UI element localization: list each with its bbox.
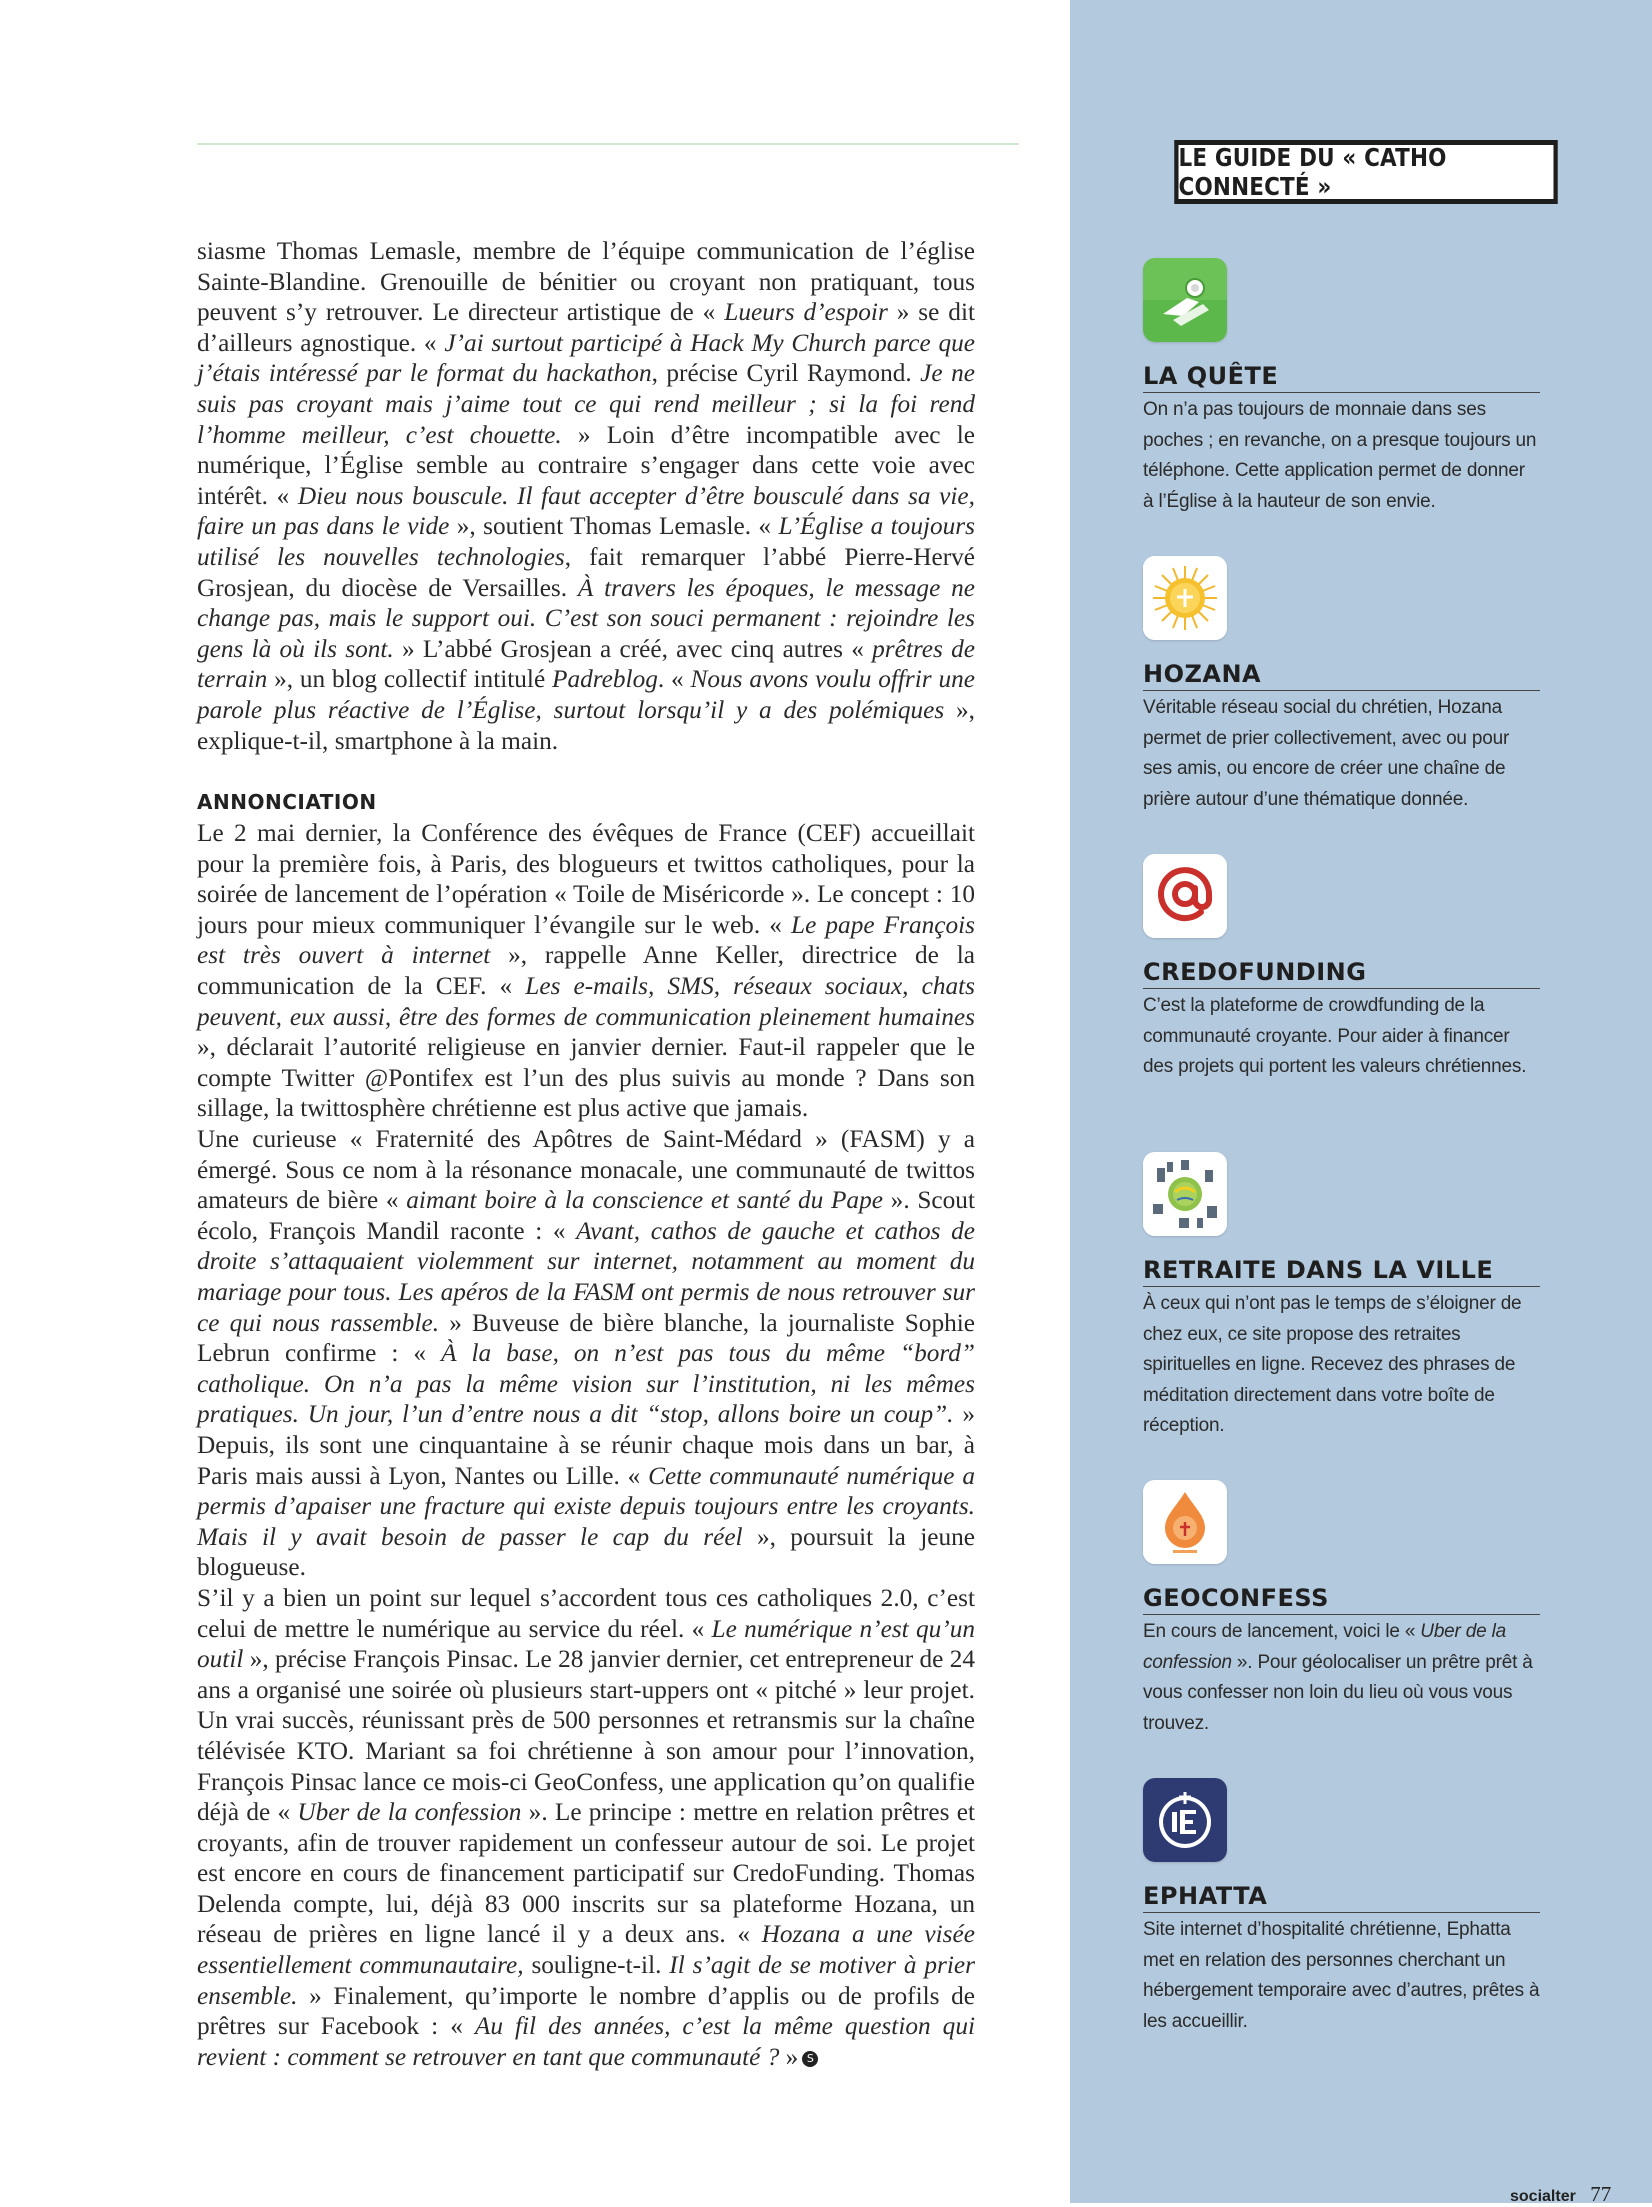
entry-name: CREDOFUNDING <box>1143 958 1540 989</box>
end-mark-icon: S <box>802 2051 818 2067</box>
entry-name: HOZANA <box>1143 660 1540 691</box>
top-rule <box>197 143 1019 145</box>
magazine-name: socialter <box>1510 2188 1576 2205</box>
at-sign-icon <box>1143 854 1227 938</box>
entry-name: GEOCONFESS <box>1143 1584 1540 1615</box>
guide-entry-hozana <box>1143 556 1540 815</box>
article-column <box>197 236 976 2071</box>
entry-name: EPHATTA <box>1143 1882 1540 1913</box>
entry-description: À ceux qui n’ont pas le temps de s’éloigner de chez eux, ce site propose des retraites spirituelles en ligne. Recevez des phrases de méditation directement dans votre boîte de réception. <box>1143 1293 1522 1436</box>
ephatta-logo-icon <box>1143 1778 1227 1862</box>
guide-entry-ephatta <box>1143 1778 1540 2037</box>
page-footer <box>1510 2182 1611 2207</box>
page-number: 77 <box>1590 2182 1612 2206</box>
entry-description: On n’a pas toujours de monnaie dans ses poches ; en revanche, on a presque toujours un téléphone. Cette application permet de donner à l’Église à la hauteur de son envie. <box>1143 399 1537 512</box>
paragraph-1: siasme Thomas Lemasle, membre de l’équipe communication de l’église Sainte-Blandine. Grenouille de bénitier ou croyant non pratiquant, tous peuvent s’y retrouver. Le directeur artistique de « Lueurs d’espoir » se dit d’ailleurs agnostique. « J’ai surtout participé à Hack My Church parce que j’étais intéressé par le format du hackathon, précise Cyril Raymond. Je ne suis pas croyant mais j’aime tout ce qui rend meilleur ; si la foi rend l’homme meilleur, c’est chouette. » Loin d’être incompatible avec le numérique, l’Église semble au contraire s’engager dans cette voie avec intérêt. « Dieu nous bouscule. Il faut accepter d’être bousculé dans sa vie, faire un pas dans le vide », soutient Thomas Lemasle. « L’Église a toujours utilisé les nouvelles technologies, fait remarquer l’abbé Pierre-Hervé Grosjean, du diocèse de Versailles. À travers les époques, le message ne change pas, mais le support oui. C’est son souci permanent : rejoindre les gens là où ils sont. » L’abbé Grosjean a créé, avec cinq autres « prêtres de terrain », un blog collectif intitulé Padreblog. « Nous avons voulu offrir une parole plus réactive de l’Église, surtout lorsqu’il y a des polémiques », explique-t-il, smartphone à la main. <box>197 237 976 755</box>
guide-entry-credofunding <box>1143 854 1540 1083</box>
hand-coin-icon <box>1143 258 1227 342</box>
guide-entry-geoconfess <box>1143 1480 1540 1739</box>
sun-cross-icon <box>1143 556 1227 640</box>
entry-description: C’est la plateforme de crowdfunding de la communauté croyante. Pour aider à financer des projets qui portent les valeurs chrétiennes. <box>1143 995 1527 1077</box>
section-heading: ANNONCIATION <box>197 790 377 815</box>
guide-entry-retraite-dans-la-ville <box>1143 1152 1540 1442</box>
paragraph-4: S’il y a bien un point sur lequel s’accordent tous ces catholiques 2.0, c’est celui de mettre le numérique au service du réel. « Le numérique n’est qu’un outil », précise François Pinsac. Le 28 janvier dernier, cet entrepreneur de 24 ans a organisé une soirée où plusieurs start-uppers ont « pitché » leur projet. Un vrai succès, réunissant près de 500 personnes et retransmis sur la chaîne télévisée KTO. Mariant sa foi chrétienne à son amour pour l’innovation, François Pinsac lance ce mois-ci GeoConfess, une application qu’on qualifie déjà de « Uber de la confession ». Le principe : mettre en relation prêtres et croyants, afin de trouver rapidement un confesseur autour de soi. Le projet est encore en cours de financement participatif sur CredoFunding. Thomas Delenda compte, lui, déjà 83 000 inscrits sur sa plateforme Hozana, un réseau de prières en ligne lancé il y a deux ans. « Hozana a une visée essentiellement communautaire, souligne-t-il. Il s’agit de se motiver à prier ensemble. » Finalement, qu’importe le nombre d’applis ou de profils de prêtres sur Facebook : « Au fil des années, c’est la même question qui revient : comment se retrouver en tant que communauté ? » S <box>197 1583 975 2071</box>
entry-name: LA QUÊTE <box>1143 362 1540 393</box>
entry-description: En cours de lancement, voici le « Uber de la confession ». Pour géolocaliser un prêtre prêt à vous confesser non loin du lieu où vous vous trouvez. <box>1143 1621 1533 1734</box>
paragraph-3: Une curieuse « Fraternité des Apôtres de Saint-Médard » (FASM) y a émergé. Sous ce nom à la résonance monacale, une communauté de twittos amateurs de bière « aimant boire à la conscience et santé du Pape ». Scout écolo, François Mandil raconte : « Avant, cathos de gauche et cathos de droite s’attaquaient violemment sur internet, notamment au moment du mariage pour tous. Les apéros de la FASM ont permis de nous retrouver sur ce qui nous rassemble. » Buveuse de bière blanche, la journaliste Sophie Lebrun confirme : « À la base, on n’est pas tous du même “bord” catholique. On n’a pas la même vision sur l’institution, ni les mêmes pratiques. Un jour, l’un d’entre nous a dit “stop, allons boire un coup”. » Depuis, ils sont une cinquantaine à se réunir chaque mois dans un bar, à Paris mais aussi à Lyon, Nantes ou Lille. « Cette communauté numérique a permis d’apaiser une fracture qui existe depuis toujours entre les croyants. Mais il y avait besoin de passer le cap du réel », poursuit la jeune blogueuse. <box>197 1125 976 1582</box>
guide-entry-la-quete <box>1143 258 1540 517</box>
entry-description: Véritable réseau social du chrétien, Hozana permet de prier collectivement, avec ou pour ses amis, ou encore de créer une chaîne de prière autour d’une thématique donnée. <box>1143 697 1510 810</box>
flame-drop-icon <box>1143 1480 1227 1564</box>
city-circle-icon <box>1143 1152 1227 1236</box>
guide-title: LE GUIDE DU « CATHO CONNECTÉ » <box>1174 140 1558 204</box>
entry-description: Site internet d’hospitalité chrétienne, Ephatta met en relation des personnes cherchant un hébergement temporaire avec d’autres, prêtes à les accueillir. <box>1143 1919 1540 2032</box>
entry-name: RETRAITE DANS LA VILLE <box>1143 1256 1540 1287</box>
paragraph-2: Le 2 mai dernier, la Conférence des évêques de France (CEF) accueillait pour la première fois, à Paris, des blogueurs et twittos catholiques, pour la soirée de lancement de l’opération « Toile de Miséricorde ». Le concept : 10 jours pour mieux communiquer l’évangile sur le web. « Le pape François est très ouvert à internet », rappelle Anne Keller, directrice de la communication de la CEF. « Les e-mails, SMS, réseaux sociaux, chats peuvent, eux aussi, être des formes de communication pleinement humaines », déclarait l’autorité religieuse en janvier dernier. Faut-il rappeler que le compte Twitter @Pontifex est l’un des plus suivis au monde ? Dans son sillage, la twittosphère chrétienne est plus active que jamais. <box>197 819 976 1123</box>
